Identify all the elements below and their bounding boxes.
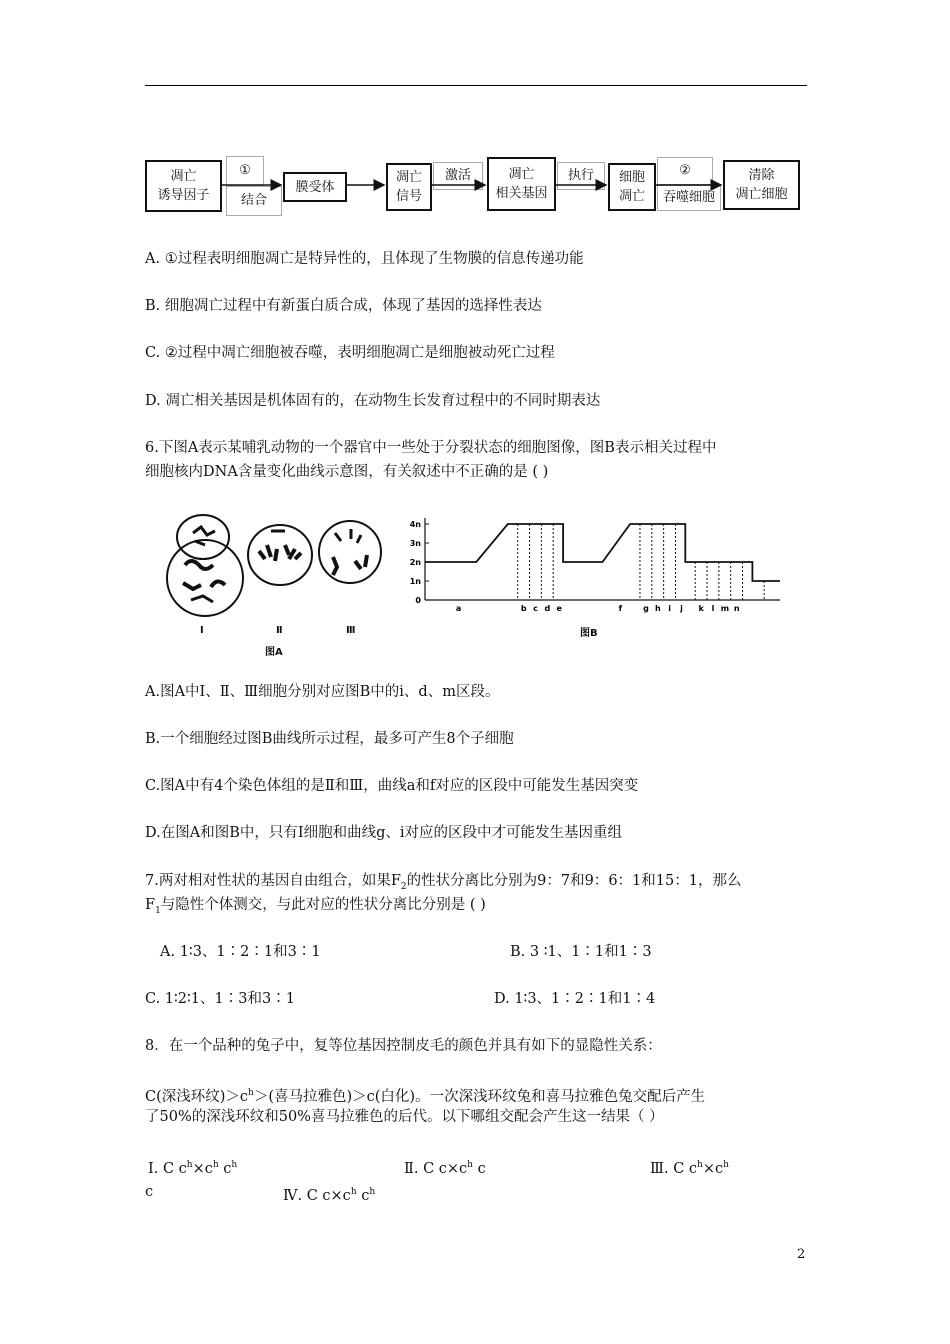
dna-curve [425, 524, 780, 581]
flow-arrows [0, 0, 950, 230]
box-genes: 凋亡 相关基因 [487, 157, 556, 211]
x-segment-label: e [556, 604, 562, 613]
q6-stem-line1: 6.下图A表示某哺乳动物的一个器官中一些处于分裂状态的细胞图像，图B表示相关过程中 [145, 440, 717, 456]
box-signal: 凋亡 信号 [386, 163, 432, 211]
q7-stem-line2: $F_1$与隐性个体测交，与此对应的性状分离比分别是 ( ) [145, 897, 486, 916]
y-tick-label: 4n [409, 520, 421, 529]
q8-option-ii: Ⅱ. C $c\times c^h$ c [404, 1160, 486, 1177]
q8-stem-line1: 8．在一个品种的兔子中，复等位基因控制皮毛的颜色并具有如下的显隐性关系： [145, 1038, 662, 1054]
y-tick-label: 3n [409, 539, 421, 548]
label-execute: 执行 [557, 162, 605, 190]
q6-stem-line2: 细胞核内DNA含量变化曲线示意图，有关叙述中不正确的是 ( ) [145, 464, 549, 480]
q6-option-c: C.图A中有4个染色体组的是Ⅱ和Ⅲ，曲线a和f对应的区段中可能发生基因突变 [145, 778, 639, 794]
cell-ii [248, 525, 312, 585]
q8-option-iv: Ⅳ. C $c\times c^h$ $c^h$ [283, 1187, 376, 1204]
x-segment-label: n [733, 604, 740, 613]
x-segment-label: b [520, 604, 527, 613]
figure-a-cells [155, 505, 395, 635]
box-apoptosis: 细胞 凋亡 [608, 163, 656, 211]
x-segment-label: l [711, 604, 715, 613]
page-number: 2 [797, 1247, 806, 1262]
figure-a-label-i: Ⅰ [200, 625, 204, 636]
x-segment-label: c [533, 604, 538, 613]
q8-option-iii: Ⅲ. C $c^h\times c^h$ [650, 1160, 729, 1177]
label-step2: ② [657, 157, 713, 185]
q8-stem-line2: C(深浅环纹)$>c^h>$(喜马拉雅色)＞c(白化)。一次深浅环纹兔和喜马拉雅色兔交配后产生 [145, 1088, 706, 1105]
q7-option-a: A. 1∶3、1∶2∶1和3∶1 [160, 944, 321, 960]
cell-iii [319, 521, 381, 583]
x-segment-label: i [668, 604, 672, 613]
q8-option-iii-tail: c [145, 1184, 154, 1200]
x-segment-label: j [680, 604, 683, 613]
q8-stem-line3: 了50%的深浅环纹和50%喜马拉雅色的后代。以下哪组交配会产生这一结果（ ） [145, 1109, 664, 1125]
q5-option-b: B. 细胞凋亡过程中有新蛋白质合成，体现了基因的选择性表达 [145, 298, 542, 314]
x-segment-label: h [654, 604, 661, 613]
box-induce-factor: 凋亡 诱导因子 [145, 160, 222, 212]
x-segment-label: k [698, 604, 704, 613]
q7-option-c: C. 1∶2∶1、1∶3和3∶1 [145, 991, 295, 1007]
x-segment-label: d [544, 604, 551, 613]
x-segment-label: m [720, 604, 730, 613]
box-receptor: 膜受体 [283, 172, 347, 202]
y-tick-label: 1n [409, 577, 421, 586]
box-clear: 清除 凋亡细胞 [723, 160, 800, 210]
x-segment-label: f [618, 604, 623, 613]
q5-option-c: C. ②过程中凋亡细胞被吞噬，表明细胞凋亡是细胞被动死亡过程 [145, 345, 555, 361]
q8-option-i: Ⅰ. C $c^h\times c^h$ $c^h$ [148, 1160, 238, 1177]
y-tick-label: 2n [409, 558, 421, 567]
label-step1: ① [226, 156, 264, 186]
q7-option-d: D. 1∶3、1∶2∶1和1∶4 [494, 991, 656, 1007]
label-bind: 结合 [226, 186, 282, 216]
figure-b-chart [395, 510, 790, 620]
q5-option-a: A. ①过程表明细胞凋亡是特异性的，且体现了生物膜的信息传递功能 [145, 251, 584, 267]
label-activate: 激活 [433, 162, 483, 190]
q7-stem-line1: 7.两对相对性状的基因自由组合，如果$F_2$的性状分离比分别为9：7和9：6：1和15：1，那么 [145, 873, 742, 892]
x-segment-label: g [643, 604, 649, 613]
q5-option-d: D. 凋亡相关基因是机体固有的，在动物生长发育过程中的不同时期表达 [145, 393, 601, 409]
figure-b-caption: 图B [580, 628, 598, 639]
label-phagocyte: 吞噬细胞 [657, 185, 721, 211]
cell-i [167, 515, 243, 616]
q6-option-a: A.图A中Ⅰ、Ⅱ、Ⅲ细胞分别对应图B中的i、d、m区段。 [145, 684, 500, 700]
q6-option-d: D.在图A和图B中，只有Ⅰ细胞和曲线g、i对应的区段中才可能发生基因重组 [145, 825, 622, 841]
q6-option-b: B.一个细胞经过图B曲线所示过程，最多可产生8个子细胞 [145, 731, 514, 747]
y-tick-label: 0 [415, 596, 421, 605]
figure-a-caption: 图A [265, 647, 283, 658]
figure-a-label-iii: Ⅲ [346, 625, 356, 636]
q7-option-b: B. 3 ∶1、1∶1和1∶3 [510, 944, 652, 960]
x-segment-label: a [455, 604, 462, 613]
figure-a-label-ii: Ⅱ [276, 625, 283, 636]
